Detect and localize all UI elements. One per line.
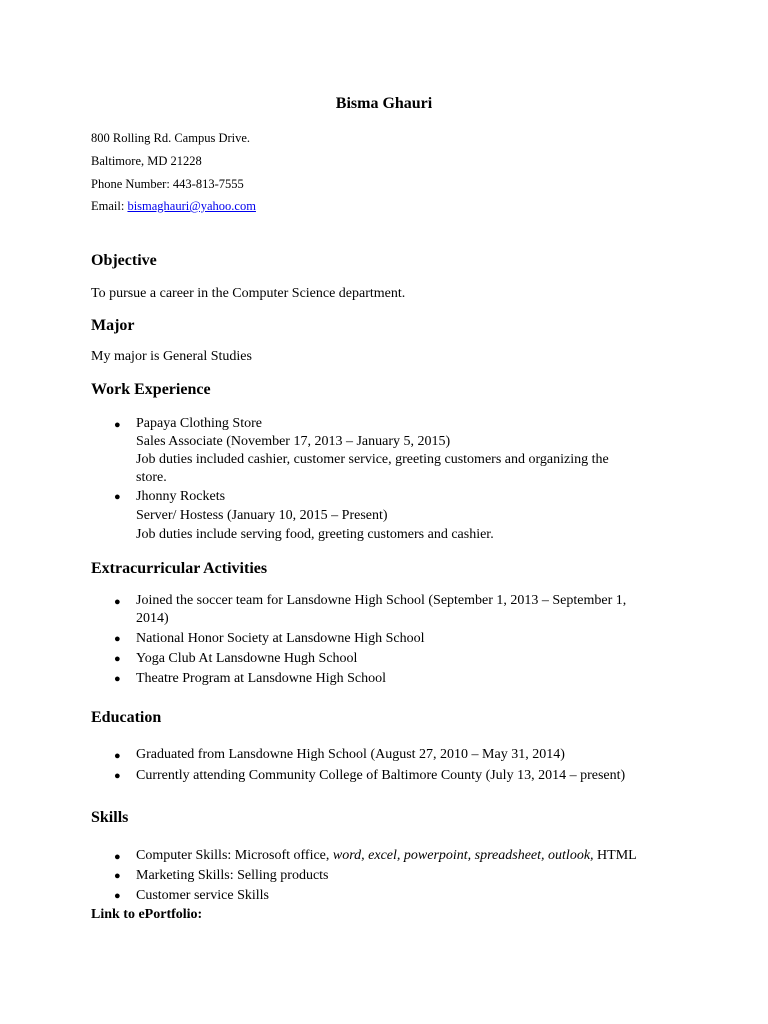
job-duties: Job duties included cashier, customer service, greeting customers and organizing the: [136, 452, 609, 467]
activity-item: Yoga Club At Lansdowne Hugh School: [136, 651, 358, 666]
skill-computer-apps: word, excel, powerpoint, spreadsheet, outlook,: [332, 848, 594, 863]
work-heading: Work Experience: [91, 381, 211, 398]
activity-item: Joined the soccer team for Lansdowne High School (September 1, 2013 – September 1,: [136, 593, 627, 608]
email-label: Email:: [91, 199, 128, 213]
education-item: Currently attending Community College of Baltimore County (July 13, 2014 – present): [136, 768, 626, 783]
activity-item-continued: 2014): [136, 611, 169, 626]
objective-heading: Objective: [91, 252, 157, 269]
skill-marketing: Marketing Skills: Selling products: [136, 868, 329, 883]
address-line-1: 800 Rolling Rd. Campus Drive.: [91, 131, 251, 145]
education-heading: Education: [91, 709, 162, 726]
job-duties-continued: store.: [136, 470, 167, 485]
activities-heading: Extracurricular Activities: [91, 560, 268, 577]
skill-computer: [136, 848, 637, 864]
skills-heading: Skills: [91, 809, 129, 826]
bullet-icon: ●: [114, 419, 121, 431]
skill-customer-service: Customer service Skills: [136, 888, 269, 903]
job-duties: Job duties include serving food, greeting customers and cashier.: [136, 527, 494, 542]
job-title: Server/ Hostess (January 10, 2015 – Present): [136, 508, 388, 523]
bullet-icon: ●: [114, 491, 121, 503]
activity-item: Theatre Program at Lansdowne High School: [136, 671, 386, 686]
job-company: Jhonny Rockets: [136, 489, 226, 504]
resume-name: Bisma Ghauri: [335, 95, 433, 112]
email-line: [91, 199, 256, 213]
job-title: Sales Associate (November 17, 2013 – January 5, 2015): [136, 434, 451, 449]
bullet-icon: ●: [114, 890, 121, 902]
skill-computer-prefix: Computer Skills: Microsoft office,: [136, 848, 333, 863]
skill-computer-suffix: HTML: [593, 848, 637, 863]
activity-item: National Honor Society at Lansdowne High School: [136, 631, 425, 646]
bullet-icon: ●: [114, 633, 121, 645]
objective-text: To pursue a career in the Computer Science department.: [91, 286, 406, 301]
eportfolio-label: Link to ePortfolio:: [91, 907, 203, 922]
phone-number: Phone Number: 443-813-7555: [91, 177, 244, 191]
bullet-icon: ●: [114, 596, 121, 608]
education-item: Graduated from Lansdowne High School (August 27, 2010 – May 31, 2014): [136, 747, 565, 762]
bullet-icon: ●: [114, 653, 121, 665]
email-link[interactable]: bismaghauri@yahoo.com: [127, 199, 256, 213]
bullet-icon: ●: [114, 770, 121, 782]
bullet-icon: ●: [114, 750, 121, 762]
bullet-icon: ●: [114, 673, 121, 685]
major-heading: Major: [91, 317, 135, 334]
bullet-icon: ●: [114, 870, 121, 882]
major-text: My major is General Studies: [91, 349, 252, 364]
bullet-icon: ●: [114, 851, 121, 863]
address-line-2: Baltimore, MD 21228: [91, 154, 202, 168]
job-company: Papaya Clothing Store: [136, 416, 262, 431]
